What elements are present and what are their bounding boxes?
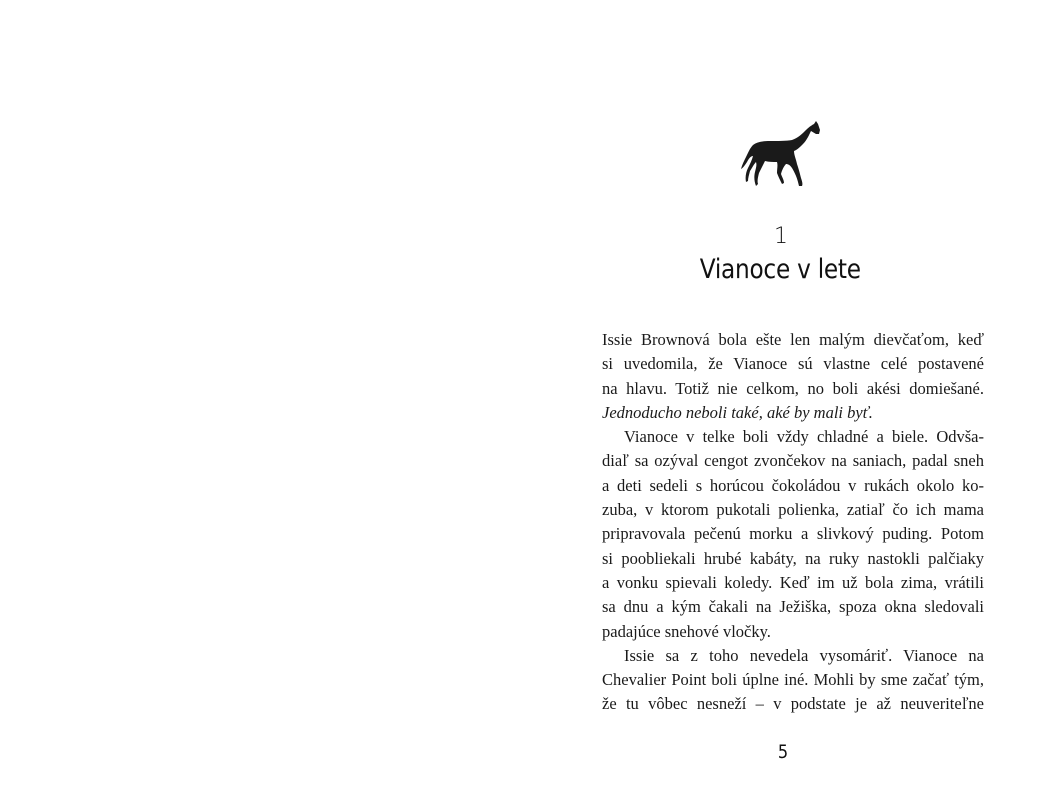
text-line-italic: Jednoducho neboli také, aké by mali byť. [602,402,873,422]
right-page [520,0,1040,800]
text-line: Chevalier Point boli úplne iné. Mohli by sme začať tým, [602,670,984,690]
text-line: Issie Brownová bola ešte len malým dievčaťom, keď [602,330,984,349]
text-line: si uvedomila, že Vianoce sú vlastne celé postavené [602,354,984,374]
chapter-title: Vianoce v lete [699,254,861,285]
text-line: sa dnu a kým čakali na Ježiška, spoza okna sledovali [602,597,984,617]
text-line: a deti sedeli s horúcou čokoládou v rukách okolo ko- [602,475,984,495]
text-line: diaľ sa ozýval cengot zvončekov na saniach, padal sneh [602,451,984,471]
horse-icon [740,118,822,192]
text-line: Vianoce v telke boli vždy chladné a biele. Odvša- [624,427,984,447]
text-line: pripravovala pečenú morku a slivkový puding. Potom [602,524,984,544]
text-line: padajúce snehové vločky. [602,621,771,641]
text-line: si poobliekali hrubé kabáty, na ruky nastokli palčiaky [602,548,984,568]
text-line: na hlavu. Totiž nie celkom, no boli akési domiešané. [602,378,984,398]
text-line: Issie sa z toho nevedela vysomáriť. Vianoce na [624,645,984,665]
text-line: zuba, v ktorom pukotali polienka, zatiaľ čo ich mama [602,500,984,520]
chapter-body [602,328,984,717]
page-number: 5 [777,741,789,763]
chapter-number: 1 [774,224,788,249]
text-line: a vonku spievali koledy. Keď im už bola zima, vrátili [602,572,984,592]
text-line: že tu vôbec nesneží – v podstate je až neuveriteľne [602,694,984,714]
